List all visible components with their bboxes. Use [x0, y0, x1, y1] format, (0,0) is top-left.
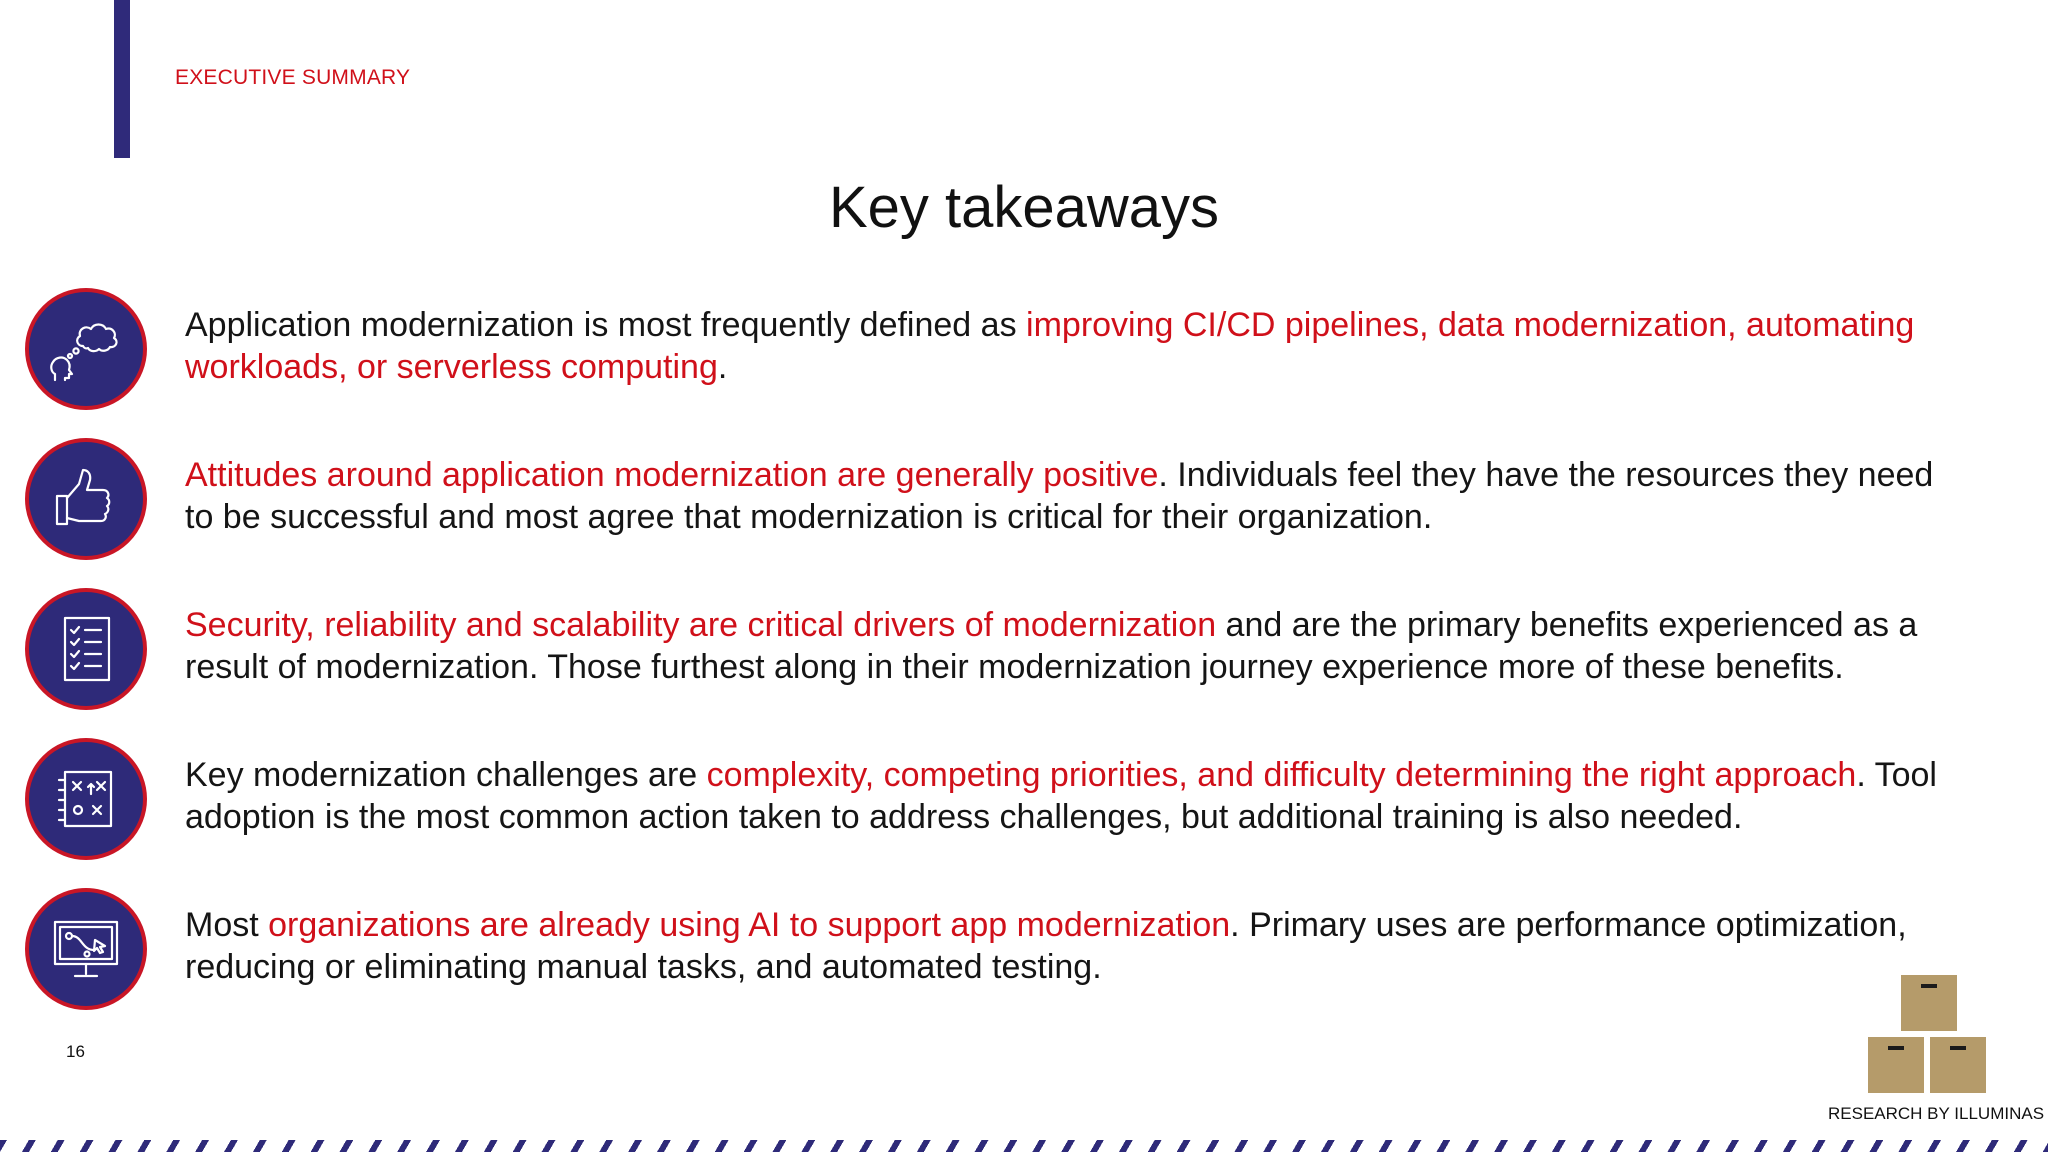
takeaway-text: [185, 454, 1965, 538]
page-title: Key takeaways: [828, 175, 1220, 240]
takeaway-text-part: . Primary uses are performance optimization, reducing or eliminating manual tasks, and automated testing.: [185, 906, 1907, 986]
takeaway-highlight: organizations are already using AI to support app modernization: [268, 906, 1231, 944]
takeaway-highlight: Attitudes around application modernization are generally positive: [185, 456, 1159, 494]
takeaway-highlight: complexity, competing priorities, and difficulty determining the right approach: [706, 756, 1857, 794]
takeaway-text-part: Most: [185, 906, 269, 944]
checklist-icon: [43, 606, 129, 692]
takeaway-text-part: and are the primary benefits experienced as a result of modernization. Those furthest along in their modernization journey experience more of these benefits.: [185, 606, 1918, 686]
takeaway-text-part: Key modernization challenges are: [185, 756, 707, 794]
thought-bubble-icon: [43, 306, 129, 392]
icon-badge: [25, 438, 147, 560]
icon-badge: [25, 588, 147, 710]
accent-bar: [114, 0, 130, 158]
brand-text: RESEARCH BY ILLUMINAS: [1828, 1104, 2045, 1123]
logo-box-top: [1901, 975, 1957, 1031]
icon-badge: [25, 738, 147, 860]
takeaway-item: [0, 738, 2048, 862]
monitor-path-icon: [43, 906, 129, 992]
takeaway-text: [185, 904, 1965, 988]
takeaway-text-part: Application modernization is most frequently defined as: [185, 306, 1027, 344]
logo-box-bottom-right: [1930, 1037, 1986, 1093]
takeaway-text-part: . Tool adoption is the most common action taken to address challenges, but additional training is also needed.: [185, 756, 1937, 836]
page-number: 16: [66, 1042, 85, 1061]
takeaway-text-part: . Individuals feel they have the resources they need to be successful and most agree that modernization is critical for their organization.: [185, 456, 1934, 536]
takeaway-text: [185, 754, 1965, 838]
thumbs-up-icon: [43, 456, 129, 542]
takeaway-text: [185, 604, 1965, 688]
takeaway-item: [0, 888, 2048, 1012]
takeaway-highlight: Security, reliability and scalability are critical drivers of modernization: [185, 606, 1217, 644]
logo-box-bottom-left: [1868, 1037, 1924, 1093]
icon-badge: [25, 288, 147, 410]
icon-badge: [25, 888, 147, 1010]
takeaway-text-part: .: [717, 348, 728, 386]
section-label: EXECUTIVE SUMMARY: [175, 66, 411, 89]
takeaway-item: [0, 438, 2048, 562]
takeaway-text: [185, 304, 1965, 388]
takeaway-item: [0, 288, 2048, 412]
strategy-board-icon: [43, 756, 129, 842]
boxes-logo-icon: [1868, 975, 1994, 1097]
stripe-band: [0, 1140, 2048, 1152]
takeaway-item: [0, 588, 2048, 712]
takeaway-highlight: improving CI/CD pipelines, data modernization, automating workloads, or serverless computing: [185, 306, 1915, 386]
